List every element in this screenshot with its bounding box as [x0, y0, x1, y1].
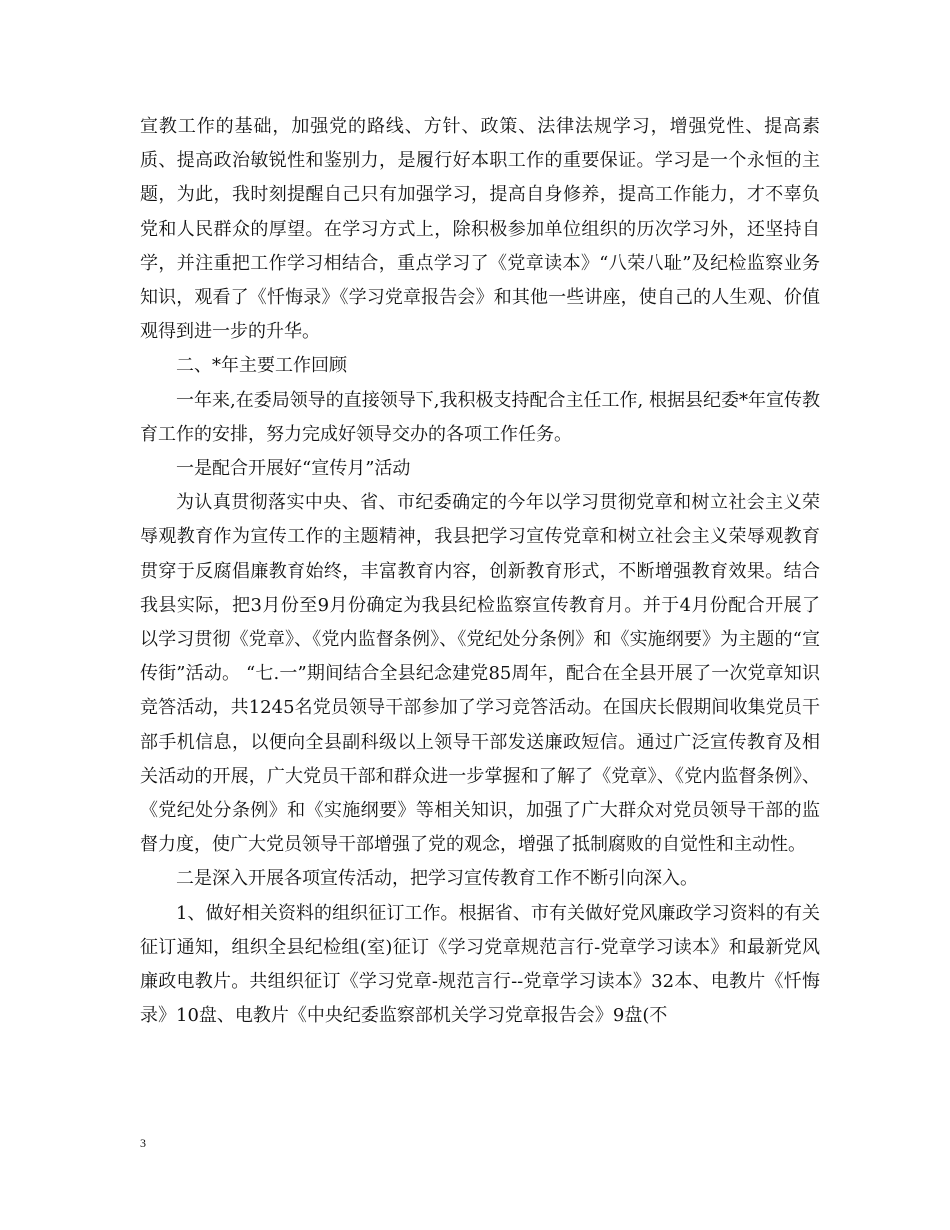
heading-publicity-activities: 二是深入开展各项宣传活动，把学习宣传教育工作不断引向深入。 — [176, 868, 698, 890]
paragraph-study-basis: 宣教工作的基础，加强党的路线、方针、政策、法律法规学习，增强党性、提高素质、提高政治敏锐性和鉴别力，是履行好本职工作的重要保证。学习是一个永恒的主题，为此，我时刻提醒自己只有加强学习，提高自身修养，提高工作能力，才不辜负党和人民群众的厚望。在学习方式上，除积极参加单位组织的历次学习外，还坚持自学，并注重把工作学习相结合，重点学习了《党章读本》“八荣八耻”及纪检监察业务知识，观看了《忏悔录》《学习党章报告会》和其他一些讲座，使自己的人生观、价值观得到进一步的升华。 — [140, 116, 820, 343]
paragraph-year-overview: 一年来,在委局领导的直接领导下,我积极支持配合主任工作, 根据县纪委*年宣传教育工作的安排，努力完成好领导交办的各项工作任务。 — [140, 389, 820, 445]
heading-publicity-month: 一是配合开展好“宣传月”活动 — [176, 458, 411, 480]
page-number: 3 — [140, 1136, 146, 1150]
paragraph-publicity-month: 为认真贯彻落实中央、省、市纪委确定的今年以学习贯彻党章和树立社会主义荣辱观教育作为宣传工作的主题精神，我县把学习宣传党章和树立社会主义荣辱观教育贯穿于反腐倡廉教育始终，丰富教育内容，创新教育形式，不断增强教育效果。结合我县实际，把3月份至9月份确定为我县纪检监察宣传教育月。并于4月份配合开展了以学习贯彻《党章》、《党内监督条例》、《党纪处分条例》和《实施纲要》为主题的“宣传街”活动。 “七.一”期间结合全县纪念建党85周年，配合在全县开展了一次党章知识竞答活动，共1245名党员领导干部参加了学习竞答活动。在国庆长假期间收集党员干部手机信息，以便向全县副科级以上领导干部发送廉政短信。通过广泛宣传教育及相关活动的开展，广大党员干部和群众进一步掌握和了解了《党章》、《党内监督条例》、《党纪处分条例》和《实施纲要》等相关知识，加强了广大群众对党员领导干部的监督力度，使广大党员领导干部增强了党的观念，增强了抵制腐败的自觉性和主动性。 — [140, 492, 820, 856]
heading-annual-review: 二、*年主要工作回顾 — [176, 355, 347, 377]
document-body — [140, 110, 820, 1033]
paragraph-materials-subscription: 1、做好相关资料的组织征订工作。根据省、市有关做好党风廉政学习资料的有关征订通知，组织全县纪检组(室)征订《学习党章规范言行-党章学习读本》和最新党风廉政电教片。共组织征订《学习党章-规范言行--党章学习读本》32本、电教片《忏悔录》10盘、电教片《中央纪委监察部机关学习党章报告会》9盘(不 — [140, 902, 820, 1027]
